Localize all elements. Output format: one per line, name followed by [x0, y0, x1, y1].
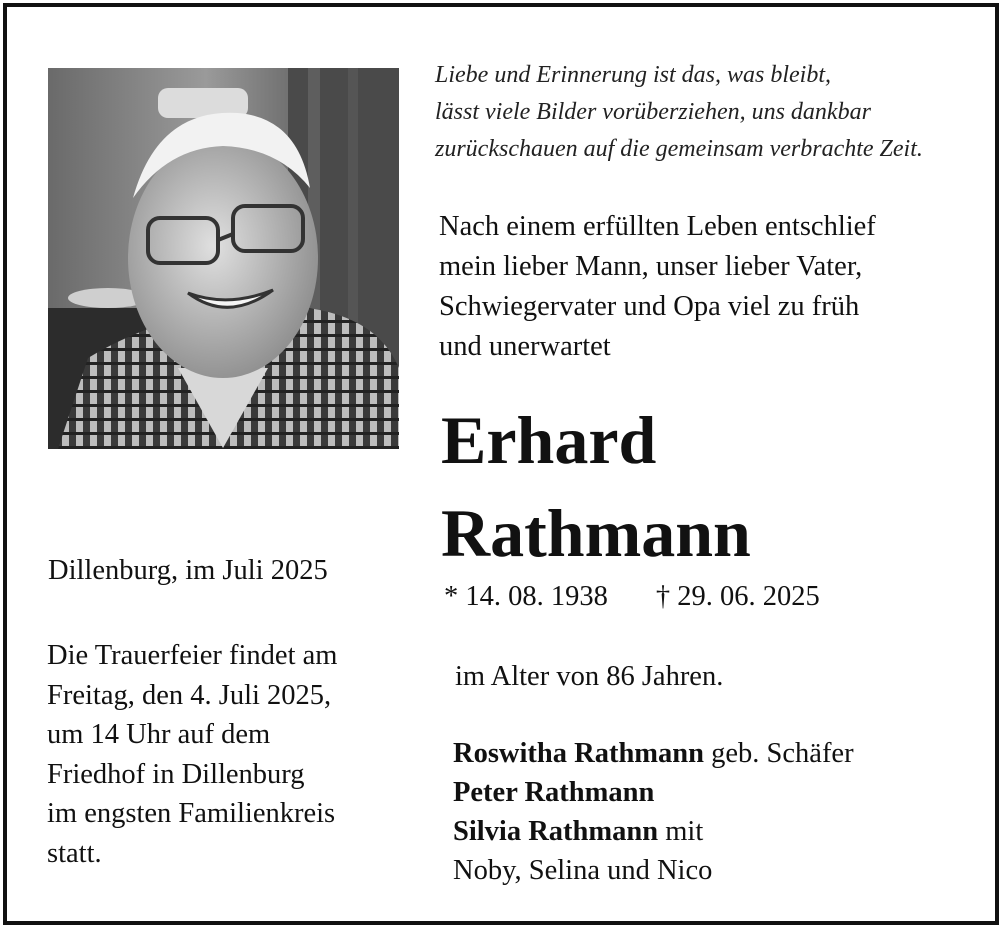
birth-date: * 14. 08. 1938	[444, 581, 608, 612]
intro-text	[439, 207, 999, 367]
family-member-suffix: geb. Schäfer	[704, 738, 854, 769]
motto-line: zurückschauen auf die gemeinsam verbrachte Zeit.	[435, 136, 923, 162]
family-member-name: Silvia Rathmann	[453, 816, 659, 847]
intro-line: mein lieber Mann, unser lieber Vater,	[439, 251, 863, 282]
motto-verse	[435, 57, 995, 168]
portrait-photo	[48, 68, 399, 449]
motto-line: Liebe und Erinnerung ist das, was bleibt,	[435, 62, 831, 88]
family-member	[453, 812, 854, 851]
first-name: Erhard	[441, 402, 657, 478]
last-name: Rathmann	[441, 495, 751, 571]
funeral-line: Friedhof in Dillenburg	[47, 758, 305, 790]
intro-line: und unerwartet	[439, 331, 611, 362]
family-member-suffix: Noby, Selina und Nico	[453, 855, 713, 886]
funeral-line: Die Trauerfeier findet am	[47, 640, 338, 671]
motto-line: lässt viele Bilder vorüberziehen, uns dankbar	[435, 99, 871, 125]
obituary-frame	[3, 3, 999, 925]
life-dates	[444, 581, 820, 613]
family-member	[453, 734, 854, 773]
family-member-name: Peter Rathmann	[453, 777, 655, 808]
family-member-suffix: mit	[658, 816, 704, 847]
death-date: † 29. 06. 2025	[655, 581, 820, 612]
funeral-line: um 14 Uhr auf dem	[47, 719, 271, 750]
deceased-name	[441, 394, 751, 580]
funeral-line: Freitag, den 4. Juli 2025,	[47, 679, 332, 711]
portrait-image	[48, 68, 399, 449]
place-date: Dillenburg, im Juli 2025	[48, 555, 328, 586]
intro-line: Nach einem erfüllten Leben entschlief	[439, 211, 876, 242]
intro-line: Schwiegervater und Opa viel zu früh	[439, 291, 860, 322]
family-member	[453, 773, 854, 812]
family-member	[453, 851, 854, 890]
family-member-name: Roswitha Rathmann	[453, 738, 705, 769]
family-list	[453, 734, 854, 890]
funeral-notice	[47, 636, 427, 873]
funeral-line: statt.	[47, 837, 102, 869]
age-text: im Alter von 86 Jahren.	[455, 661, 724, 692]
funeral-line: im engsten Familienkreis	[47, 798, 336, 829]
